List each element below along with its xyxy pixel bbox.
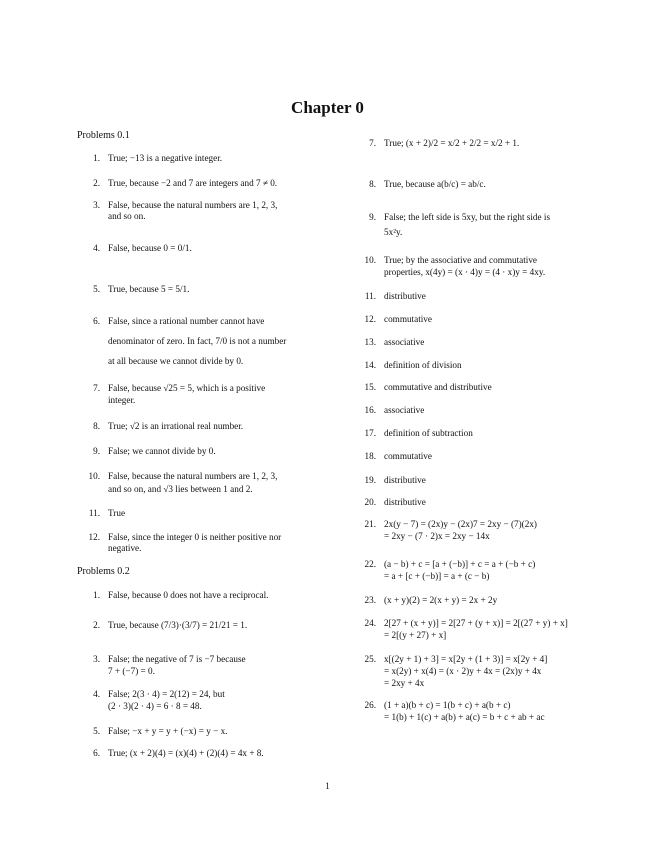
- section-heading-problems-0-1: Problems 0.1: [77, 130, 130, 141]
- chapter-title: Chapter 0: [291, 98, 364, 117]
- right-column: 7. True; (x + 2)/2 = x/2 + 2/2 = x/2 + 1. 8. True, because a(b/c) = ab/c. 9. False; the left side is 5xy, but the right side is 5x²y. 10. True; by the associative and commutative properties, x(4y) = (x · 4)y = (4 · x)y = 4xy. 11. distributive 12. commutative 13. associative 14. definition of division 15. commutative and distributive 16. associative 17. definition of subtraction 18. commutative 19. distributive 20. distributive 21. 2x(y − 7) = (2x)y − (2x)7 = 2xy − (7)(2x) = 2xy − (7 · 2)x = 2xy − 14x 22. (a − b) + c = [a + (−b)] + c = a + (−b + c) = a + [c + (−b)] = a + (c − b) 23. (x + y)(2) = 2(x + y) = 2x + 2y 24. 2[27 + (x + y)] = 2[27 + (y + x)] = 2[(27 + y) + x] = 2[(y + 27) + x] 25. x[(2y + 1) + 3] = x[2y + (1 + 3)] = x[2y + 4] = x(2y) + x(4) = (x · 2)y + 4x = (2x)y + 4x = 2xy + 4x 26. (1 + a)(b + c) = 1(b + c) + a(b + c) = 1(b) + 1(c) + a(b) + a(c) = b + c + ab + ac: [364, 138, 568, 722]
- page-number: 1: [325, 781, 330, 791]
- section-heading-problems-0-2: Problems 0.2: [77, 566, 130, 577]
- left-column: 1. True; −13 is a negative integer. 2. True, because −2 and 7 are integers and 7 ≠ 0. 3. False, because the natural numbers are 1, 2, 3, and so on. 4. False, because 0 = 0/1. 5. True, because 5 = 5/1. 6. False, since a rational number cannot have denominator of zero. In fact, 7/0 is not a number at all because we cannot divide by 0. 7. False, because √25 = 5, which is a positive integer. 8. True; √2 is an irrational real number. 9. False; we cannot divide by 0. 10. False, because the natural numbers are 1, 2, 3, and so on, and √3 lies between 1 and 2. 11. True 12. False, since the integer 0 is neither positive nor negative. 1. False, because 0 does not have a reciprocal. 2. True, because (7/3)·(3/7) = 21/21 = 1. 3. False; the negative of 7 is −7 because 7 + (−7) = 0. 4. False; 2(3 · 4) = 2(12) = 24, but (2 · 3)(2 · 4) = 6 · 8 = 48. 5. False; −x + y = y + (−x) = y − x. 6. True; (x + 2)(4) = (x)(4) + (2)(4) = 4x + 8.: [88, 153, 287, 758]
